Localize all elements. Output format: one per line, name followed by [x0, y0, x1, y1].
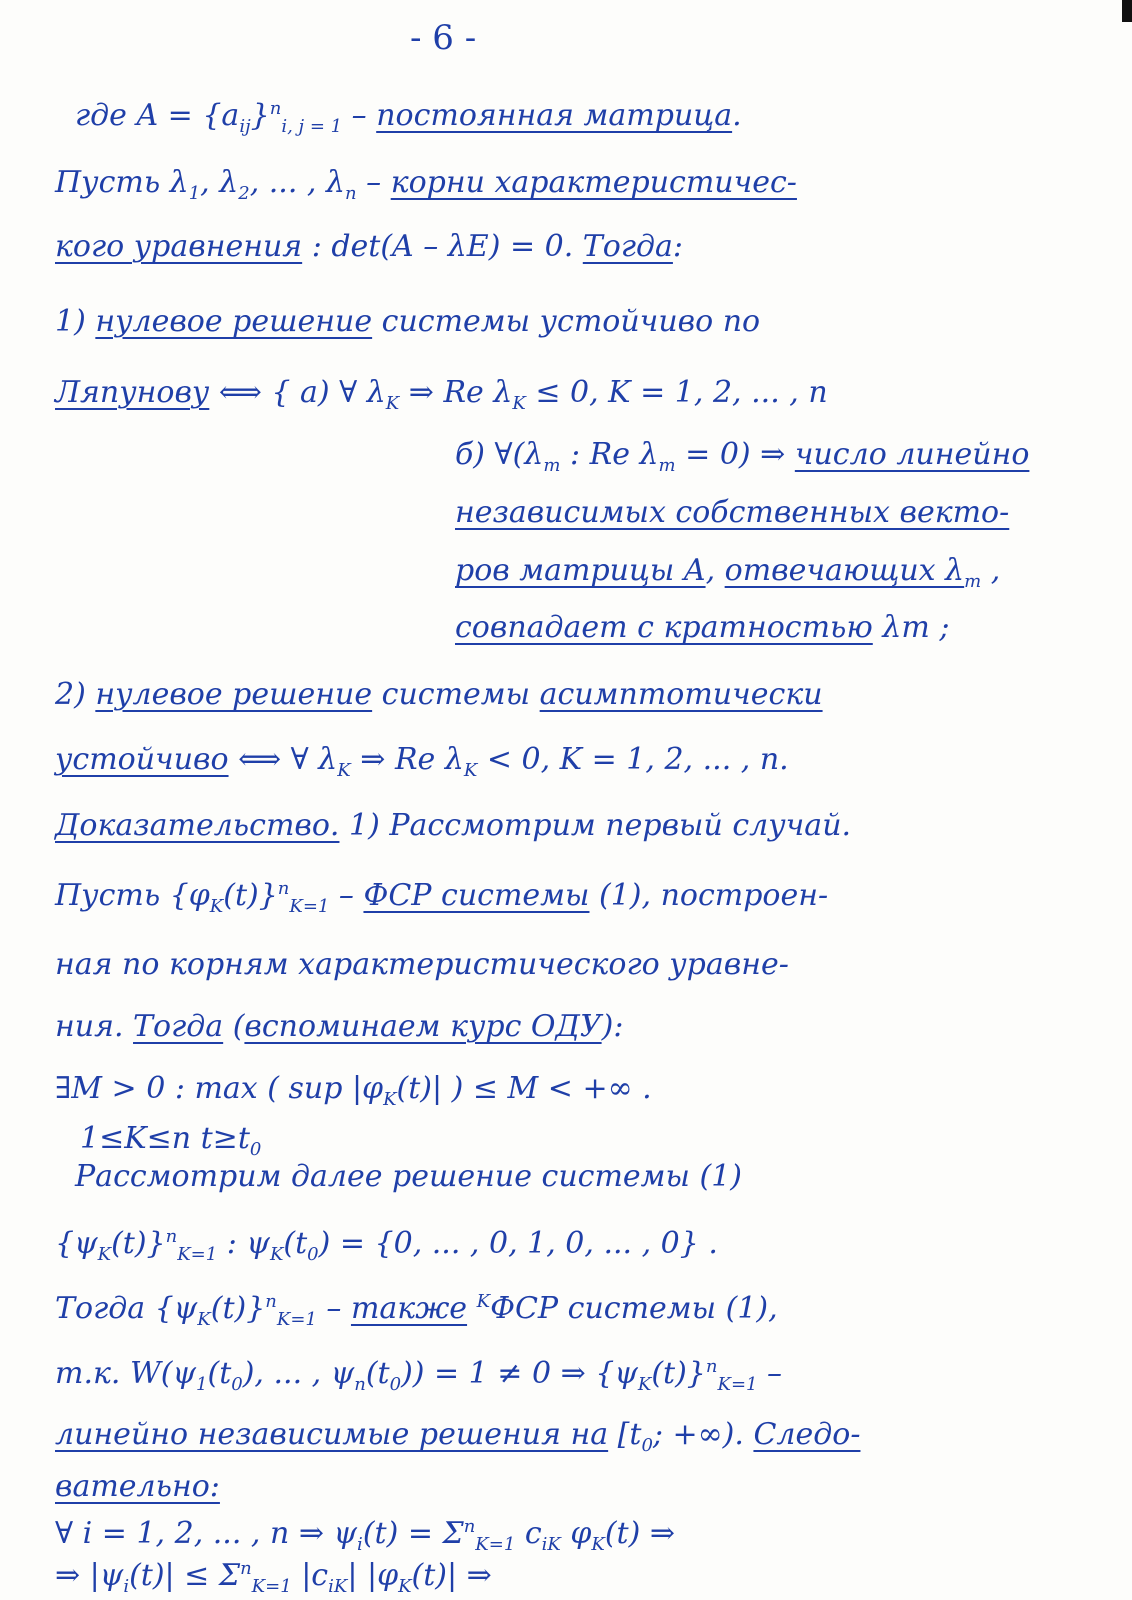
text-segment: ⇒ Re λ — [350, 742, 464, 777]
text-segment: K — [269, 1244, 284, 1265]
text-line — [55, 1417, 861, 1456]
text-segment: : — [672, 229, 684, 264]
text-segment: iK — [541, 1534, 561, 1555]
text-segment: K — [209, 896, 224, 917]
text-segment: ная по корням характеристического уравне- — [55, 947, 789, 982]
underlined-text: Следо- — [753, 1417, 861, 1452]
text-segment: 0 — [249, 1139, 262, 1160]
text-line — [55, 880, 828, 916]
underlined-text: отвечающих λ — [724, 553, 965, 588]
text-segment: ⟺ ∀ λ — [228, 742, 338, 777]
text-segment: i, j = 1 — [281, 116, 343, 137]
text-segment: (t)| ) ≤ M < +∞ . — [396, 1071, 652, 1106]
text-segment: системы — [372, 677, 540, 712]
text-segment: 1) — [55, 304, 96, 339]
text-segment: ) = {0, ... , 0, 1, 0, ... , 0} . — [318, 1226, 718, 1261]
text-segment: б) ∀(λ — [455, 437, 544, 472]
text-segment: n — [165, 1226, 178, 1247]
text-segment: ⇒ |ψ — [55, 1558, 124, 1593]
text-segment: )) = 1 ≠ 0 ⇒ {ψ — [401, 1356, 638, 1391]
text-segment: (t — [207, 1356, 232, 1391]
text-segment: 2 — [238, 183, 250, 204]
text-segment: ): — [601, 1009, 624, 1044]
underlined-text: Доказательство. — [55, 808, 340, 843]
text-segment: (t)} — [210, 1291, 266, 1326]
text-segment: m — [543, 455, 561, 476]
text-segment: i — [123, 1576, 130, 1597]
text-segment: : ψ — [217, 1226, 270, 1261]
underlined-text: корни характеристичес- — [390, 165, 797, 200]
text-segment: K — [337, 760, 351, 781]
text-line — [55, 947, 789, 982]
text-line — [55, 304, 761, 339]
text-segment: K — [383, 1089, 397, 1110]
text-segment: т.к. W(ψ — [55, 1356, 197, 1391]
text-segment: Пусть {φ — [55, 878, 210, 913]
text-segment: iK — [328, 1576, 348, 1597]
underlined-text: совпадает с кратностью — [455, 610, 873, 645]
text-segment: K=1 — [717, 1374, 758, 1395]
text-segment: ФСР системы — [490, 1291, 717, 1326]
text-segment: 0 — [307, 1244, 319, 1265]
text-line — [75, 1159, 743, 1194]
text-segment: (t)} — [223, 878, 278, 913]
text-segment — [467, 1291, 477, 1326]
text-segment: |c — [291, 1558, 329, 1593]
text-segment: . — [732, 98, 742, 133]
text-segment: K — [197, 1309, 211, 1330]
scan-corner-mark — [1122, 0, 1132, 22]
text-segment: n — [345, 183, 357, 204]
text-segment: (t) ⇒ — [604, 1516, 675, 1551]
text-segment: [t — [608, 1417, 642, 1452]
text-segment: 1 — [196, 1374, 208, 1395]
text-segment: m — [964, 571, 982, 592]
text-line — [55, 1071, 652, 1110]
text-segment: < 0, K = 1, 2, ... , n. — [477, 742, 789, 777]
text-segment: (t)| ≤ Σ — [129, 1558, 241, 1593]
text-segment: n — [240, 1558, 252, 1579]
text-segment: K=1 — [276, 1309, 317, 1330]
text-line — [55, 1358, 782, 1394]
text-line — [55, 1293, 778, 1329]
text-segment: ∀ i = 1, 2, ... , n ⇒ ψ — [55, 1516, 358, 1551]
underlined-text: асимптотически — [539, 677, 823, 712]
text-line — [455, 437, 1030, 476]
text-segment: (t)} — [111, 1226, 166, 1261]
text-line — [455, 610, 950, 645]
text-segment: λm ; — [872, 610, 950, 645]
text-segment: } — [250, 98, 270, 133]
underlined-text: Тогда — [133, 1009, 224, 1044]
text-line — [55, 229, 684, 264]
underlined-text: Тогда — [582, 229, 673, 264]
text-segment: ≤ 0, K = 1, 2, ... , n — [525, 375, 828, 410]
text-segment: K — [476, 1291, 491, 1312]
text-line — [55, 1228, 718, 1264]
text-line — [55, 1469, 220, 1504]
text-segment: ( — [223, 1009, 245, 1044]
text-segment: : Re λ — [560, 437, 659, 472]
text-segment: Рассмотрим далее решение системы (1) — [75, 1159, 743, 1194]
underlined-text: нулевое решение — [95, 677, 373, 712]
page-number: - 6 - — [410, 18, 477, 58]
text-segment: c — [515, 1516, 542, 1551]
underlined-text: кого уравнения — [55, 229, 303, 264]
text-segment: K — [463, 760, 478, 781]
text-segment: – — [356, 165, 391, 200]
underlined-text: постоянная матрица — [376, 98, 733, 133]
underlined-text: независимых собственных векто- — [455, 495, 1010, 530]
text-segment: ij — [239, 116, 251, 137]
underlined-text: Ляпунову — [55, 375, 210, 410]
text-segment: (1), — [716, 1291, 778, 1326]
text-segment: K — [385, 393, 400, 414]
underlined-text: нулевое решение — [95, 304, 373, 339]
text-segment: (t — [283, 1226, 308, 1261]
text-segment: , ... , λ — [249, 165, 346, 200]
text-line — [55, 808, 852, 843]
text-segment: 2) — [55, 677, 96, 712]
underlined-text: вательно: — [55, 1469, 220, 1504]
underlined-text: также — [350, 1291, 468, 1326]
text-segment: K=1 — [251, 1576, 292, 1597]
text-segment: ния. — [55, 1009, 134, 1044]
text-segment: : det(A – λE) = 0. — [302, 229, 583, 264]
text-segment: {ψ — [55, 1226, 98, 1261]
text-segment: n — [277, 878, 290, 899]
text-segment: – — [316, 1291, 351, 1326]
text-segment: , — [981, 553, 1001, 588]
text-line — [455, 553, 1001, 592]
text-segment: n — [705, 1356, 718, 1377]
text-segment: 1 — [188, 183, 201, 204]
text-line — [55, 1560, 492, 1596]
text-segment: Тогда {ψ — [55, 1291, 198, 1326]
text-segment: 0 — [641, 1435, 653, 1456]
text-segment: i — [357, 1534, 363, 1555]
text-segment: Пусть λ — [55, 165, 189, 200]
text-segment: = 0) ⇒ — [675, 437, 795, 472]
underlined-text: ФСР системы — [363, 878, 590, 913]
text-segment: где A = {a — [75, 98, 240, 133]
text-segment: | |φ — [347, 1558, 399, 1593]
text-segment: K — [97, 1244, 112, 1265]
text-segment: 0 — [231, 1374, 243, 1395]
text-segment: – — [342, 98, 377, 133]
text-segment: K — [591, 1534, 605, 1555]
text-segment: ), ... , ψ — [242, 1356, 355, 1391]
text-segment: системы устойчиво по — [372, 304, 761, 339]
text-segment: n — [265, 1291, 277, 1312]
text-line — [55, 165, 797, 204]
text-line — [55, 375, 828, 414]
text-segment: 1) Рассмотрим первый случай. — [339, 808, 852, 843]
text-segment: K=1 — [289, 896, 330, 917]
text-segment: ⇒ Re λ — [399, 375, 513, 410]
text-segment: 1≤K≤n t≥t — [80, 1121, 250, 1156]
underlined-text: ров матрицы A — [455, 553, 706, 588]
text-segment: , λ — [200, 165, 239, 200]
text-segment: – — [329, 878, 364, 913]
text-segment: K=1 — [177, 1244, 218, 1265]
underlined-text: число линейно — [794, 437, 1030, 472]
text-line — [455, 495, 1010, 530]
text-segment: ⟺ { а) ∀ λ — [209, 375, 386, 410]
text-line — [55, 677, 823, 712]
underlined-text: устойчиво — [55, 742, 229, 777]
text-segment: n — [354, 1374, 366, 1395]
underlined-text: вспоминаем курс ОДУ — [244, 1009, 602, 1044]
underlined-text: линейно независимые решения на — [55, 1417, 609, 1452]
text-line — [75, 100, 742, 136]
text-segment: ; +∞). — [652, 1417, 754, 1452]
text-line — [55, 1009, 624, 1044]
text-segment: ∃M > 0 : max ( sup |φ — [55, 1071, 384, 1106]
text-segment: n — [269, 98, 282, 119]
text-segment: (t)} — [651, 1356, 706, 1391]
text-segment: (t — [365, 1356, 390, 1391]
text-segment: φ — [560, 1516, 592, 1551]
text-segment: K — [512, 393, 526, 414]
text-segment: K — [398, 1576, 412, 1597]
text-segment: (t) = Σ — [362, 1516, 464, 1551]
text-segment: K=1 — [475, 1534, 516, 1555]
text-line — [55, 742, 789, 781]
text-segment: n — [463, 1516, 476, 1537]
text-segment: , — [705, 553, 725, 588]
text-segment: 0 — [389, 1374, 402, 1395]
text-line — [80, 1121, 262, 1160]
text-segment: – — [757, 1356, 783, 1391]
text-segment: (1), построен- — [589, 878, 829, 913]
text-line — [55, 1518, 675, 1554]
text-segment: (t)| ⇒ — [411, 1558, 492, 1593]
text-segment: m — [658, 455, 676, 476]
text-segment: K — [637, 1374, 652, 1395]
